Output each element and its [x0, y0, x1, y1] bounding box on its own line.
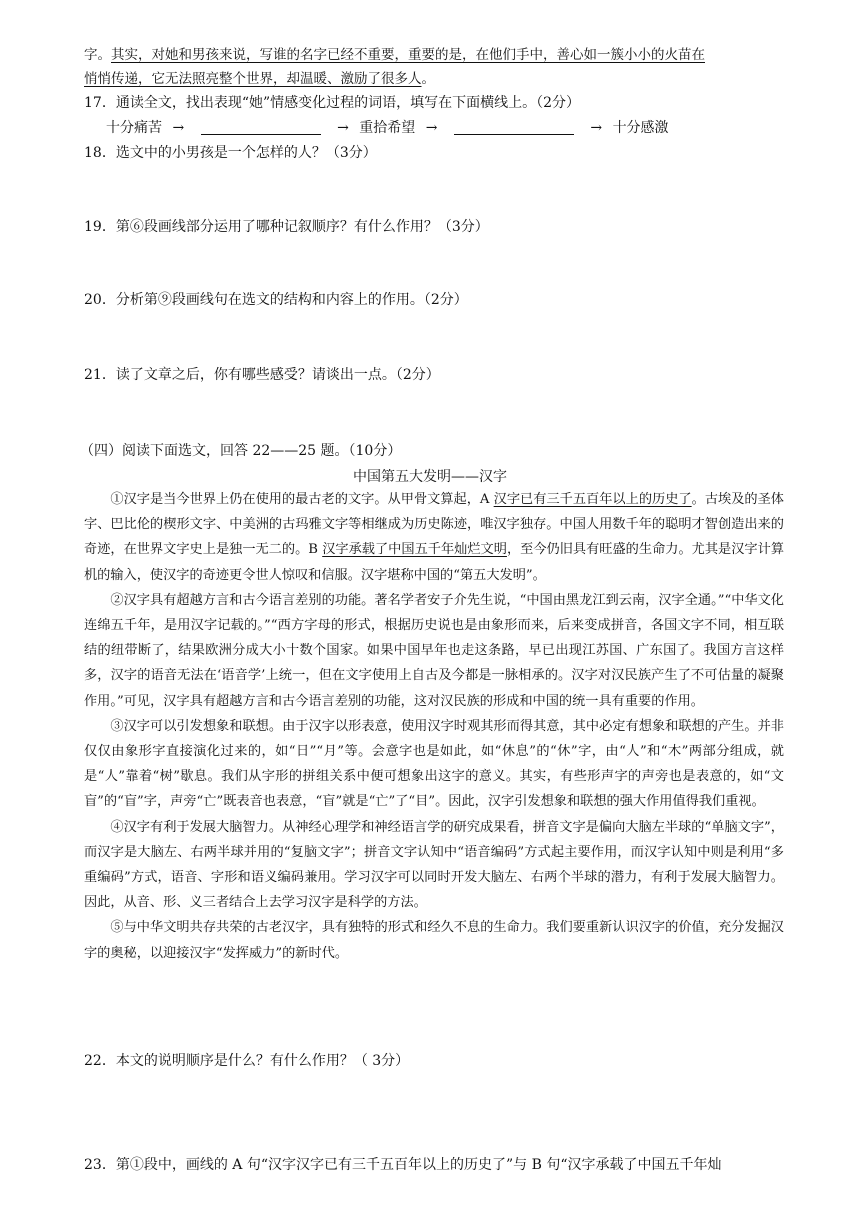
prev-text-lead: 字。	[84, 47, 111, 63]
question-20: 20．分析第⑨段画线句在选文的结构和内容上的作用。（2分）	[84, 292, 468, 308]
question-22: 22．本文的说明顺序是什么？有什么作用？（ 3分）	[84, 1053, 410, 1069]
paragraph-1	[84, 487, 784, 588]
p1-text-a: ①汉字是当今世界上仍在使用的最古老的文字。从甲骨文算起，A	[110, 492, 494, 507]
arrow-icon: →	[425, 120, 438, 136]
prev-text-tail: 。	[421, 71, 435, 87]
question-21: 21．读了文章之后，你有哪些感受？请谈出一点。（2分）	[84, 367, 440, 383]
arrow-icon: →	[590, 120, 603, 136]
arrow-icon: →	[172, 120, 185, 136]
article-body	[84, 487, 784, 966]
q17-step-3: 十分感激	[612, 120, 669, 136]
paragraph-5: ⑤与中华文明共存共荣的古老汉字，具有独特的形式和经久不息的生命力。我们要重新认识汉字的价值，充分发掘汉字的奥秘，以迎接汉字“发挥威力”的新时代。	[84, 920, 784, 961]
question-18: 18．选文中的小男孩是一个怎样的人？（3分）	[84, 145, 377, 161]
article-title: 中国第五大发明——汉字	[353, 469, 507, 485]
paragraph-4: ④汉字有利于发展大脑智力。从神经心理学和神经语言学的研究成果看，拼音文字是偏向大脑左半球的“单脑文字”，而汉字是大脑左、右两半球并用的“复脑文字”；拼音文字认知中“语音编码”方式起主要作用，而汉字认知中则是利用“多重编码”方式，语音、字形和语义编码兼用。学习汉字可以同时开发大脑左、右两个半球的潜力，有利于发展大脑智力。因此，从音、形、义三者结合上去学习汉字是科学的方法。	[84, 819, 784, 911]
p1-text-c: ，至今仍旧具有旺盛的生命力。尤其是汉字计算机的输入，使汉字的奇迹更令世人惊叹和信服。汉字堪称中国的“第五大发明”。	[84, 542, 785, 583]
prev-text-line-1	[84, 44, 784, 66]
prev-text-line-2	[84, 68, 784, 90]
question-23: 23．第①段中，画线的 A 句“汉字汉字已有三千五百年以上的历史了”与 B 句“汉字承载了中国五千年灿	[84, 1157, 722, 1173]
question-17: 17．通读全文，找出表现“她”情感变化过程的词语，填写在下面横线上。（2分）	[84, 95, 581, 111]
q17-answer-blank-1[interactable]	[201, 120, 321, 135]
underlined-sentence-part-2: 悄悄传递，它无法照亮整个世界，却温暖、激励了很多人	[84, 71, 422, 87]
q17-step-1: 十分痛苦	[106, 120, 162, 136]
question-19: 19．第⑥段画线部分运用了哪种记叙顺序？有什么作用？（3分）	[84, 219, 489, 235]
q17-emotion-chain	[106, 117, 806, 139]
q17-answer-blank-2[interactable]	[454, 120, 574, 135]
paragraph-2: ②汉字具有超越方言和古今语言差别的功能。著名学者安子介先生说，“中国由黑龙江到云南，汉字全通。”“中华文化连绵五千年，是用汉字记载的。”“西方字母的形式，根据历史说也是由象形而来，后来变成拼音，各国文字不同，相互联结的纽带断了，结果欧洲分成大小十数个国家。如果中国早年也走这条路，早已出现江苏国、广东国了。我国方言这样多，汉字的语音无法在‘语音学’上统一，但在文字使用上自古及今都是一脉相承的。汉字对汉民族产生了不可估量的凝聚作用。”可见，汉字具有超越方言和古今语言差别的功能，这对汉民族的形成和中国的统一具有重要的作用。	[84, 592, 784, 709]
paragraph-3: ③汉字可以引发想象和联想。由于汉字以形表意，使用汉字时观其形而得其意，其中必定有想象和联想的产生。并非仅仅由象形字直接演化过来的，如“日”“月”等。会意字也是如此，如“休息”的“休”字，由“人”和“木”两部分组成，就是“人”靠着“树”歇息。我们从字形的拼组关系中便可想象出这字的意义。其实，有些形声字的声旁也是表意的，如“文盲”的“盲”字，声旁“亡”既表音也表意，“盲”就是“亡”了“目”。因此，汉字引发想象和联想的强大作用值得我们重视。	[84, 718, 784, 810]
sentence-b-underlined: 汉字承载了中国五千年灿烂文明	[322, 542, 507, 558]
arrow-icon: →	[337, 120, 349, 136]
sentence-a-underlined: 汉字已有三千五百年以上的历史了	[493, 492, 692, 507]
p1-text-b: 。古埃及的圣体字、巴比伦的楔形文字、中美洲的古玛雅文字等相继成为历史陈迹，唯汉字独存。中国人用数千年的聪明才智创造出来的奇迹，在世界文字史上是独一无二的。B	[84, 492, 784, 558]
section-4-heading: （四）阅读下面选文，回答 22——25 题。（10分）	[80, 443, 402, 459]
underlined-sentence-part-1: 其实，对她和男孩来说，写谁的名字已经不重要，重要的是，在他们手中，善心如一簇小小的火苗在	[111, 47, 705, 63]
q17-step-2: 重拾希望	[359, 120, 416, 136]
